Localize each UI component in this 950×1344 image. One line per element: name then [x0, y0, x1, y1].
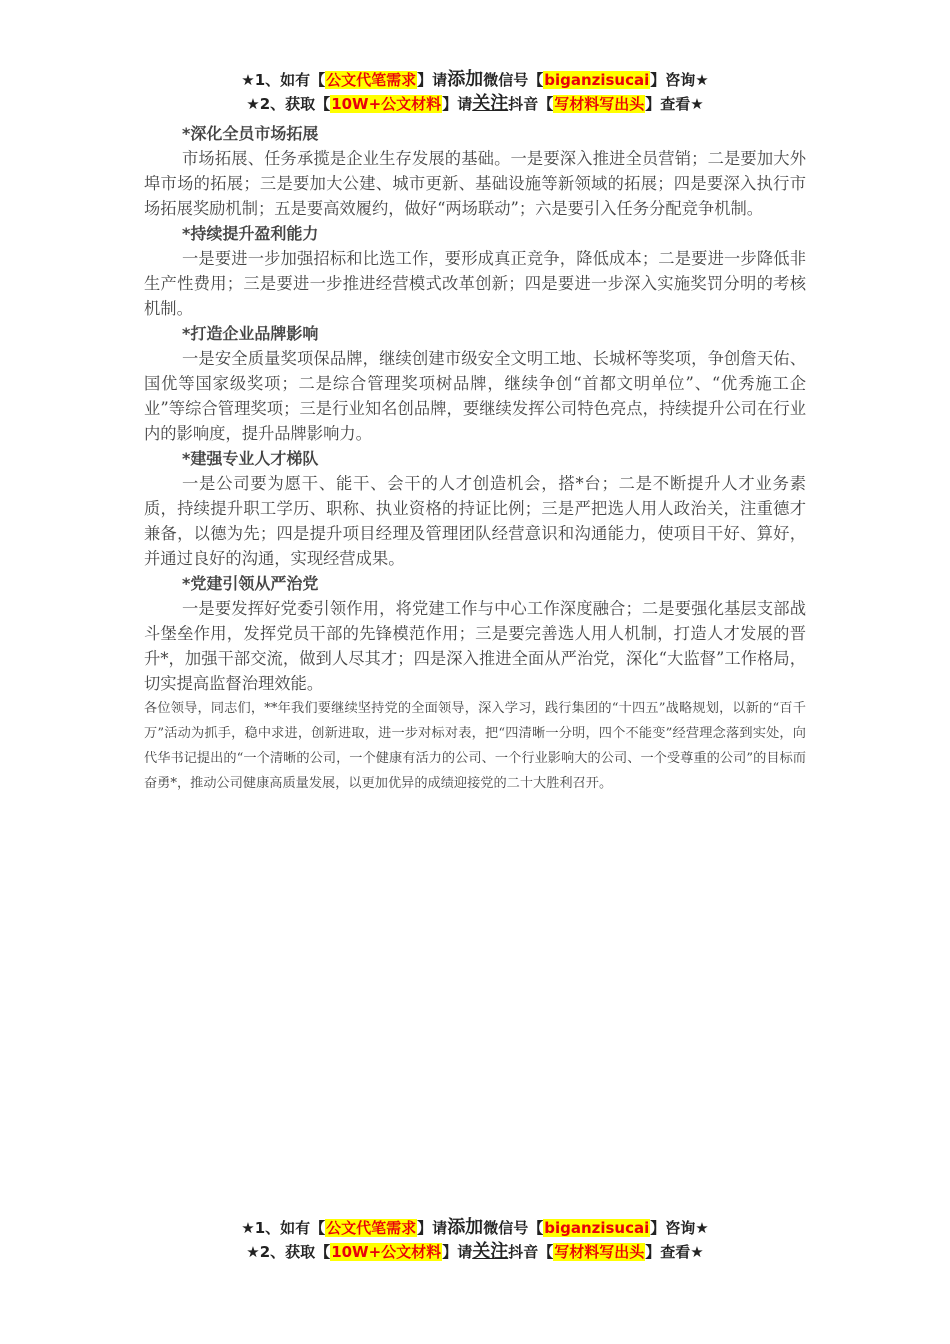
promo-line-2: [0, 92, 950, 116]
promo-suffix: 】查看★: [645, 95, 704, 113]
promo-text: 微信号【: [483, 71, 544, 89]
promo-line-2: [0, 1240, 950, 1264]
document-body: [144, 121, 806, 796]
promo-highlight: biganzisucai: [544, 1219, 650, 1237]
promo-text: 抖音【: [508, 1243, 554, 1261]
promo-prefix: ★2、获取【: [246, 95, 331, 113]
promo-highlight: 10W+公文材料: [331, 1243, 442, 1261]
promo-emphasis: 添加: [447, 69, 484, 90]
promo-highlight: 写材料写出头: [554, 1243, 645, 1261]
promo-text: 抖音【: [508, 95, 554, 113]
promo-text: 】请: [442, 95, 473, 113]
promo-text: 】请: [417, 1219, 448, 1237]
top-promo-banner: [0, 68, 950, 116]
section-heading: *打造企业品牌影响: [182, 324, 319, 343]
bottom-promo-banner: [0, 1216, 950, 1264]
section-heading: *持续提升盈利能力: [182, 224, 319, 243]
promo-highlight: 写材料写出头: [554, 95, 645, 113]
promo-highlight: 公文代笔需求: [326, 71, 417, 89]
promo-line-1: [0, 68, 950, 92]
promo-suffix: 】查看★: [645, 1243, 704, 1261]
promo-prefix: ★1、如有【: [241, 1219, 326, 1237]
section-paragraph: 一是公司要为愿干、能干、会干的人才创造机会，搭*台；二是不断提升人才业务素质，持续提升职工学历、职称、执业资格的持证比例；三是严把选人用人政治关，注重德才兼备，以德为先；四是提升项目经理及管理团队经营意识和沟通能力，使项目干好、算好，并通过良好的沟通，实现经营成果。: [144, 474, 806, 568]
promo-text: 】请: [442, 1243, 473, 1261]
promo-emphasis: 添加: [447, 1217, 484, 1238]
promo-text: 】请: [417, 71, 448, 89]
section-heading: *深化全员市场拓展: [182, 124, 319, 143]
promo-emphasis: 关注: [472, 1241, 509, 1262]
closing-paragraph: 各位领导，同志们，**年我们要继续坚持党的全面领导，深入学习，践行集团的“十四五”战略规划，以新的“百千万”活动为抓手，稳中求进，创新进取，进一步对标对表，把“四清晰一分明，四个不能变”经营理念落到实处，向代华书记提出的“一个清晰的公司，一个健康有活力的公司、一个行业影响大的公司、一个受尊重的公司”的目标而奋勇*，推动公司健康高质量发展，以更加优异的成绩迎接党的二十大胜利召开。: [144, 701, 806, 791]
promo-highlight: 公文代笔需求: [326, 1219, 417, 1237]
promo-line-1: [0, 1216, 950, 1240]
promo-prefix: ★2、获取【: [246, 1243, 331, 1261]
promo-highlight: biganzisucai: [544, 71, 650, 89]
promo-highlight: 10W+公文材料: [331, 95, 442, 113]
section-paragraph: 市场拓展、任务承揽是企业生存发展的基础。一是要深入推进全员营销；二是要加大外埠市场的拓展；三是要加大公建、城市更新、基础设施等新领域的拓展；四是要深入执行市场拓展奖励机制；五是要高效履约，做好“两场联动”；六是要引入任务分配竞争机制。: [144, 149, 806, 218]
promo-suffix: 】咨询★: [650, 71, 709, 89]
promo-emphasis: 关注: [472, 93, 509, 114]
promo-text: 微信号【: [483, 1219, 544, 1237]
promo-prefix: ★1、如有【: [241, 71, 326, 89]
section-heading: *建强专业人才梯队: [182, 449, 319, 468]
section-paragraph: 一是要发挥好党委引领作用，将党建工作与中心工作深度融合；二是要强化基层支部战斗堡垒作用，发挥党员干部的先锋模范作用；三是要完善选人用人机制，打造人才发展的晋升*，加强干部交流，做到人尽其才；四是深入推进全面从严治党，深化“大监督”工作格局，切实提高监督治理效能。: [144, 599, 806, 693]
section-paragraph: 一是要进一步加强招标和比选工作，要形成真正竞争，降低成本；二是要进一步降低非生产性费用；三是要进一步推进经营模式改革创新；四是要进一步深入实施奖罚分明的考核机制。: [144, 249, 806, 318]
section-paragraph: 一是安全质量奖项保品牌，继续创建市级安全文明工地、长城杯等奖项，争创詹天佑、国优等国家级奖项；二是综合管理奖项树品牌，继续争创“首都文明单位”、“优秀施工企业”等综合管理奖项；三是行业知名创品牌，要继续发挥公司特色亮点，持续提升公司在行业内的影响度，提升品牌影响力。: [144, 349, 806, 443]
promo-suffix: 】咨询★: [650, 1219, 709, 1237]
section-heading: *党建引领从严治党: [182, 574, 319, 593]
